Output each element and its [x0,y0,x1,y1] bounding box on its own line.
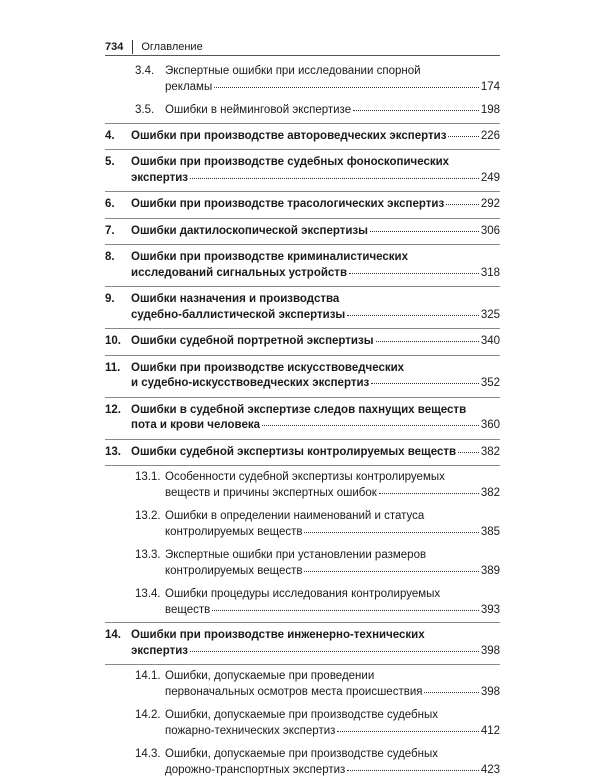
page-number: 734 [105,41,124,53]
toc-entry-title-line: Ошибки, допускаемые при проведении [165,670,375,682]
toc-entry-number: 14.1. [135,670,161,682]
toc-entry[interactable] [105,583,500,622]
toc-entry-title-line: Ошибки, допускаемые при производстве судебных [165,748,438,760]
toc-entry-page: 360 [480,419,500,431]
header-divider [132,40,133,54]
toc-entry-title-line: контролируемых веществ [165,564,303,577]
toc-entry-page: 423 [480,763,500,776]
dot-leader [458,452,479,453]
toc-entry-title-line: Ошибки при производстве судебных фоноскопических [131,156,450,168]
toc-entry-title-line: Ошибки процедуры исследования контролируемых [165,588,441,600]
toc-entry-page: 382 [480,486,500,499]
toc-entry-number: 10. [105,335,121,347]
toc-entry[interactable] [105,287,500,328]
toc-entry-number: 11. [105,361,121,374]
toc-entry-title-line: Ошибки в судебной экспертизе следов пахнущих веществ [131,403,467,416]
dot-leader [376,341,479,342]
toc-entry-number: 13.1. [135,471,161,483]
toc-entry-number: 13. [105,445,121,458]
toc-entry-page: 412 [480,724,500,737]
toc-entry[interactable] [105,192,500,218]
toc-entry[interactable] [105,329,500,355]
toc-entry-number: 8. [105,251,115,263]
toc-entry[interactable] [105,704,500,743]
toc-entry-title-line: Ошибки в нейминговой экспертизе [165,104,352,116]
toc-entry-title-line: Ошибки в определении наименований и статуса [165,510,425,522]
dot-leader [347,315,479,316]
toc-entry[interactable] [105,505,500,544]
toc-entry[interactable] [105,99,500,123]
dot-leader [304,571,478,572]
toc-entry-title-line: Ошибки при производстве трасологических экспертиз [131,198,445,210]
toc-entry-number: 4. [105,129,115,142]
toc-entry-title-line: Ошибки при производстве криминалистических [131,251,408,263]
toc-entry-title-line: исследований сигнальных устройств [131,266,348,279]
toc-entry[interactable] [105,743,500,782]
dot-leader [371,383,479,384]
toc-entry-title-line: Ошибки судебной экспертизы контролируемых веществ [131,445,457,458]
toc-entry-page: 226 [480,129,500,142]
toc-entry-number: 13.2. [135,510,161,522]
toc-entry-title-line: и судебно-искусствоведческих экспертиз [131,377,370,389]
toc-entry-page: 198 [480,104,500,116]
toc-entry-number: 14.3. [135,748,161,760]
toc-entry-title-line: веществ [165,603,211,616]
toc-entry-title-line: экспертиз [131,644,188,657]
toc-entry-title-line: Ошибки назначения и производства [131,293,340,305]
toc-entry-page: 398 [480,644,500,657]
toc-entry-title-line: судебно-баллистической экспертизы [131,308,346,321]
toc-entry-page: 382 [480,445,500,458]
toc-entry-number: 13.4. [135,588,161,600]
toc-entry-number: 3.4. [135,65,155,77]
dot-leader [304,532,478,533]
dot-leader [190,178,479,179]
toc-entry-title-line: Ошибки дактилоскопической экспертизы [131,224,368,237]
dot-leader [370,231,479,232]
toc-entry-title-line: Ошибки при производстве автороведческих экспертиз [131,129,447,142]
dot-leader [347,770,479,771]
toc-entry-number: 6. [105,198,115,210]
toc-entry-number: 5. [105,156,115,168]
table-of-contents [105,60,500,782]
toc-entry-number: 13.3. [135,549,161,561]
toc-entry-page: 306 [480,224,500,237]
toc-entry-title-line: Ошибки при производстве инженерно-технических [131,629,425,641]
toc-entry-page: 340 [480,335,500,347]
toc-entry-number: 7. [105,224,115,237]
toc-entry-page: 352 [480,377,500,389]
toc-entry-title-line: рекламы [165,80,213,93]
toc-entry[interactable] [105,623,500,664]
toc-entry-number: 14.2. [135,709,161,721]
toc-entry-page: 174 [480,80,500,93]
toc-entry-title-line: первоначальных осмотров места происшествия [165,685,423,698]
toc-entry[interactable] [105,124,500,150]
toc-entry[interactable] [105,665,500,704]
toc-entry[interactable] [105,398,500,439]
toc-entry-title-line: Ошибки судебной портретной экспертизы [131,335,374,347]
toc-entry-page: 398 [480,685,500,698]
toc-entry-title-line: Экспертные ошибки при исследовании спорной [165,65,421,77]
toc-entry-title-line: экспертиз [131,171,188,184]
toc-entry-number: 3.5. [135,104,155,116]
toc-entry-number: 14. [105,629,121,641]
toc-entry[interactable] [105,544,500,583]
toc-entry[interactable] [105,466,500,505]
toc-entry[interactable] [105,245,500,286]
toc-entry[interactable] [105,219,500,245]
toc-entry-title-line: пота и крови человека [131,419,261,431]
dot-leader [214,87,479,88]
toc-entry-page: 249 [480,171,500,184]
toc-entry-page: 292 [480,198,500,210]
toc-entry-title-line: Ошибки при производстве искусствоведческих [131,361,405,374]
toc-entry[interactable] [105,150,500,191]
toc-entry-title-line: пожарно-технических экспертиз [165,724,336,737]
dot-leader [353,110,479,111]
toc-entry-title-line: Особенности судебной экспертизы контролируемых [165,471,445,483]
toc-entry[interactable] [105,440,500,466]
toc-entry-page: 393 [480,603,500,616]
toc-entry[interactable] [105,60,500,99]
dot-leader [349,273,479,274]
toc-entry[interactable] [105,356,500,397]
toc-entry-title-line: контролируемых веществ [165,525,303,538]
dot-leader [446,204,479,205]
toc-entry-number: 9. [105,293,115,305]
section-title: Оглавление [141,41,203,53]
toc-entry-page: 325 [480,308,500,321]
dot-leader [337,731,478,732]
toc-entry-title-line: Экспертные ошибки при установлении размеров [165,549,427,561]
toc-entry-page: 385 [480,525,500,538]
dot-leader [190,651,479,652]
toc-entry-title-line: дорожно-транспортных экспертиз [165,763,346,776]
dot-leader [424,692,478,693]
dot-leader [262,425,479,426]
toc-entry-page: 318 [480,266,500,279]
header-rule [105,55,500,56]
dot-leader [379,493,479,494]
dot-leader [212,610,479,611]
toc-entry-page: 389 [480,564,500,577]
dot-leader [448,136,478,137]
toc-entry-title-line: веществ и причины экспертных ошибок [165,486,377,499]
toc-entry-number: 12. [105,403,121,416]
toc-entry-title-line: Ошибки, допускаемые при производстве судебных [165,709,438,721]
